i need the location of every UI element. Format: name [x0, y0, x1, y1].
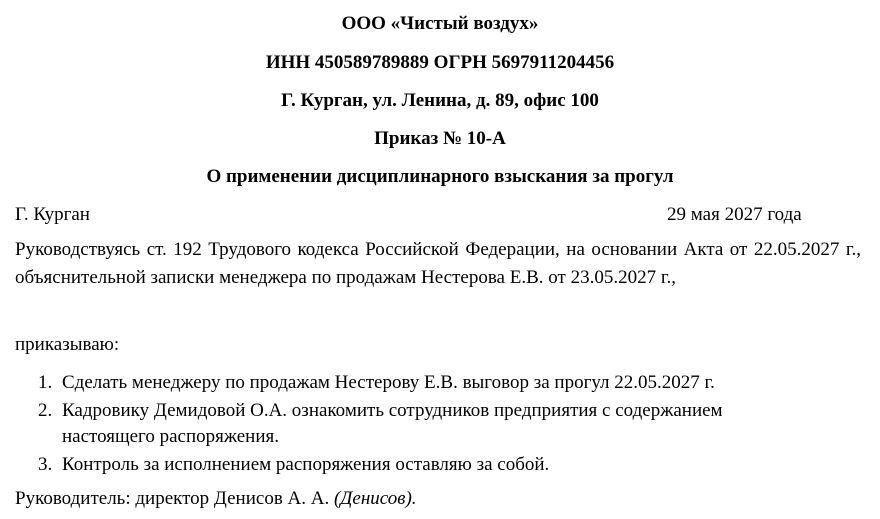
list-item-text: Контроль за исполнением распоряжения оставляю за собой. — [62, 454, 550, 475]
list-item — [38, 369, 861, 397]
list-item-continuation: настоящего распоряжения. — [62, 426, 280, 447]
list-item — [38, 397, 861, 425]
list-item-number: 1. — [38, 372, 53, 393]
signature-label: Руководитель: директор Денисов А. А. — [15, 488, 330, 509]
company-address: Г. Курган, ул. Ленина, д. 89, офис 100 — [281, 90, 599, 111]
list-item-text: Сделать менеджеру по продажам Нестерову Е.В. выговор за прогул 22.05.2027 г. — [62, 372, 715, 393]
order-title: Приказ № 10-А — [374, 128, 506, 149]
preamble-paragraph: Руководствуясь ст. 192 Трудового кодекса Российской Федерации, на основании Акта от 22.05.2027 г., объяснительной записки менеджера по продажам Нестерова Е.В. от 23.05.2027 г., — [15, 239, 861, 288]
company-name: ООО «Чистый воздух» — [341, 13, 539, 34]
list-item — [38, 451, 861, 479]
signature-line — [15, 488, 417, 510]
order-date: 29 мая 2027 года — [667, 204, 802, 225]
signature-name: (Денисов). — [333, 488, 417, 509]
company-requisites: ИНН 450589789889 ОГРН 5697911204456 — [265, 52, 615, 73]
city-label: Г. Курган — [15, 204, 90, 225]
list-item-number: 3. — [38, 454, 53, 475]
order-word: приказываю: — [15, 334, 120, 355]
list-item-number: 2. — [38, 400, 53, 421]
list-item-text: Кадровику Демидовой О.А. ознакомить сотрудников предприятия с содержанием — [62, 400, 723, 421]
order-subject: О применении дисциплинарного взыскания за прогул — [206, 166, 674, 187]
